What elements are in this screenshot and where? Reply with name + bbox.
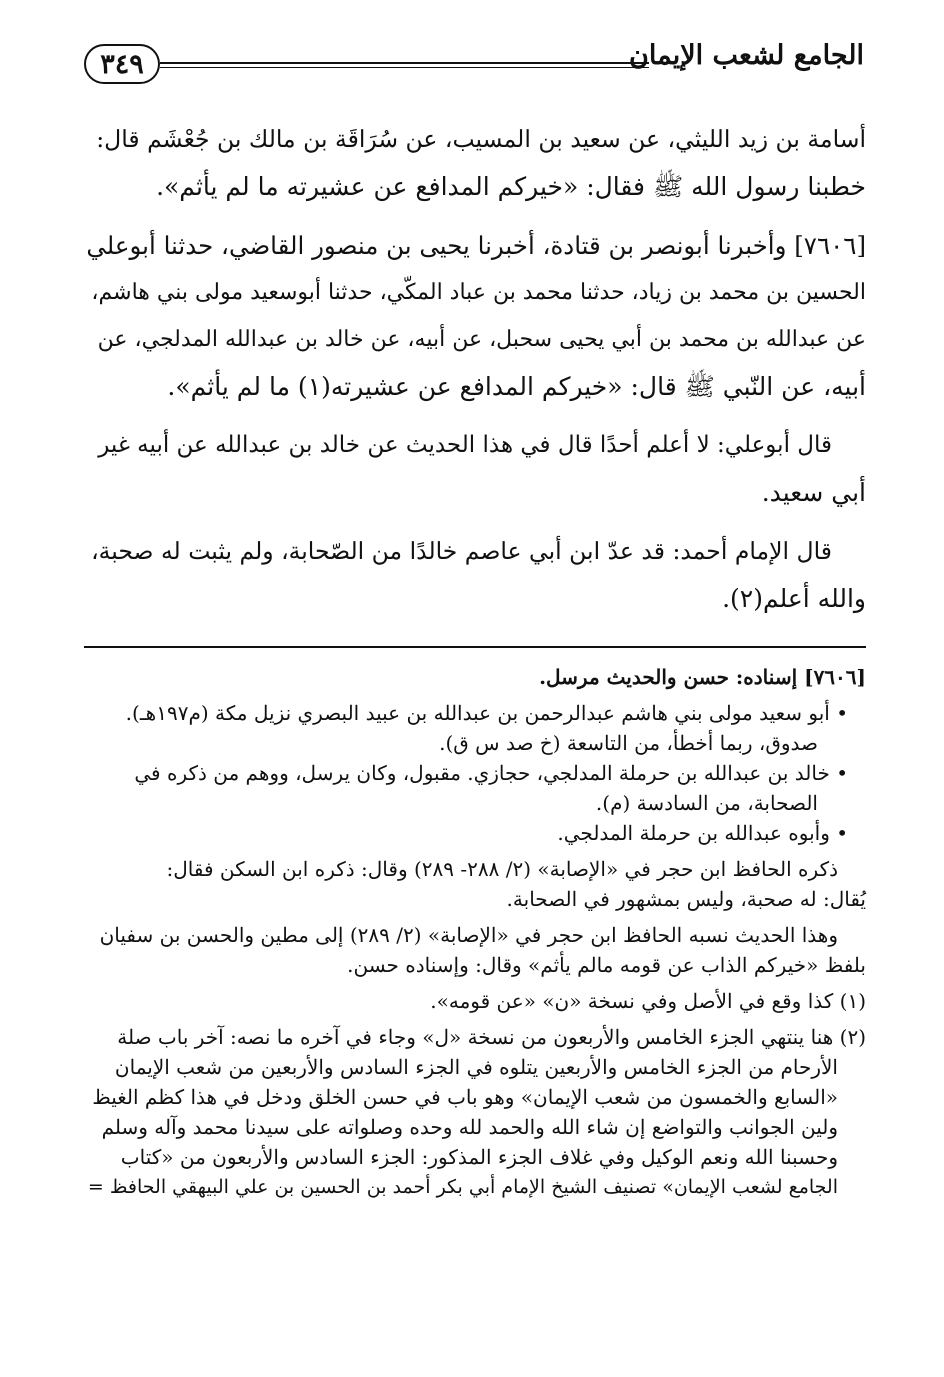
note-hadith-attribution bbox=[84, 920, 866, 980]
list-item-cont: الصحابة، من السادسة (م). bbox=[595, 791, 818, 815]
narrator-list bbox=[84, 698, 866, 848]
text-line: الأرحام من الجزء الخامس والأربعين يتلوه في الجزء السادس والأربعين من شعب الإيمان bbox=[114, 1055, 838, 1079]
text-line: قال الإمام أحمد: قد عدّ ابن أبي عاصم خالدًا من الصّحابة، ولم يثبت له صحبة، bbox=[91, 537, 832, 565]
page-number: ٣٤٩ bbox=[84, 44, 160, 84]
text-line: (٢) هنا ينتهي الجزء الخامس والأربعون من نسخة «ل» وجاء في آخره ما نصه: آخر باب صلة bbox=[117, 1025, 866, 1049]
paragraph-3 bbox=[84, 422, 866, 516]
text-line: وهذا الحديث نسبه الحافظ ابن حجر في «الإصابة» (٢/ ٢٨٩) إلى مطين والحسن بن سفيان bbox=[99, 923, 838, 947]
header-rule-thin bbox=[160, 67, 649, 68]
footnote-2 bbox=[84, 1022, 866, 1202]
list-item: • وأبوه عبدالله بن حرملة المدلجي. bbox=[557, 821, 848, 845]
paragraph-4 bbox=[84, 528, 866, 622]
running-title: الجامع لشعب الإيمان bbox=[629, 40, 864, 71]
footnote-1 bbox=[84, 986, 866, 1016]
text-line: ولين الجوانب والتواضع إن شاء الله والحمد لله وحده وصلواته على سيدنا محمد وآله وسلم bbox=[101, 1115, 838, 1139]
page-header bbox=[84, 38, 864, 94]
footnote-divider bbox=[84, 646, 866, 648]
note-isnad bbox=[84, 662, 866, 692]
text-line: عن عبدالله بن محمد بن أبي يحيى سحبل، عن أبيه، عن خالد بن عبدالله المدلجي، عن bbox=[97, 327, 866, 352]
text-line: قال أبوعلي: لا أعلم أحدًا قال في هذا الحديث عن خالد بن عبدالله عن أبيه غير bbox=[98, 432, 832, 458]
text-line: وحسبنا الله ونعم الوكيل وفي غلاف الجزء المذكور: الجزء السادس والأربعون من «كتاب bbox=[120, 1145, 838, 1169]
text-line: بلفظ «خيركم الذاب عن قومه مالم يأثم» وقال: وإسناده حسن. bbox=[347, 953, 866, 977]
main-text bbox=[84, 116, 866, 634]
text-line: أبيه، عن النّبي ﷺ قال: «خيركم المدافع عن عشيرته(١) ما لم يأثم». bbox=[167, 372, 866, 401]
text-line: «السابع والخمسون من شعب الإيمان» وهو باب في حسن الخلق ودخل في هذا كظم الغيظ bbox=[92, 1085, 838, 1109]
text-line: ذكره الحافظ ابن حجر في «الإصابة» (٢/ ٢٨٨- ٢٨٩) وقال: ذكره ابن السكن فقال: bbox=[166, 857, 838, 881]
header-rule bbox=[160, 62, 649, 64]
text-line: (١) كذا وقع في الأصل وفي نسخة «ن» «عن قومه». bbox=[430, 989, 866, 1013]
list-item: • أبو سعيد مولى بني هاشم عبدالرحمن بن عبدالله بن عبيد البصري نزيل مكة (م١٩٧هـ). bbox=[125, 701, 848, 725]
text-line: أبي سعيد. bbox=[761, 478, 866, 507]
text-line: أسامة بن زيد الليثي، عن سعيد بن المسيب، عن سُرَاقَة بن مالك بن جُعْشَم قال: bbox=[96, 125, 866, 153]
text-line: والله أعلم(٢). bbox=[722, 584, 866, 613]
text-line: يُقال: له صحبة، وليس بمشهور في الصحابة. bbox=[506, 887, 866, 911]
text-line: [٧٦٠٦] إسناده: حسن والحديث مرسل. bbox=[539, 665, 866, 689]
text-line: [٧٦٠٦] وأخبرنا أبونصر بن قتادة، أخبرنا يحيى بن منصور القاضي، حدثنا أبوعلي bbox=[86, 231, 866, 260]
text-line: الحسين بن محمد بن زياد، حدثنا محمد بن عباد المكّي، حدثنا أبوسعيد مولى بني هاشم، bbox=[91, 280, 866, 305]
list-item: • خالد بن عبدالله بن حرملة المدلجي، حجازي. مقبول، وكان يرسل، ووهم من ذكره في bbox=[134, 761, 848, 785]
footnotes bbox=[84, 662, 866, 1208]
note-isaba bbox=[84, 854, 866, 914]
text-line: الجامع لشعب الإيمان» تصنيف الشيخ الإمام أبي بكر أحمد بن الحسين بن علي البيهقي الحافظ = bbox=[87, 1176, 838, 1198]
list-item-cont: صدوق، ربما أخطأ، من التاسعة (خ صد س ق). bbox=[439, 731, 818, 755]
paragraph-1 bbox=[84, 116, 866, 210]
paragraph-2 bbox=[84, 222, 866, 410]
text-line: خطبنا رسول الله ﷺ فقال: «خيركم المدافع عن عشيرته ما لم يأثم». bbox=[156, 172, 866, 201]
